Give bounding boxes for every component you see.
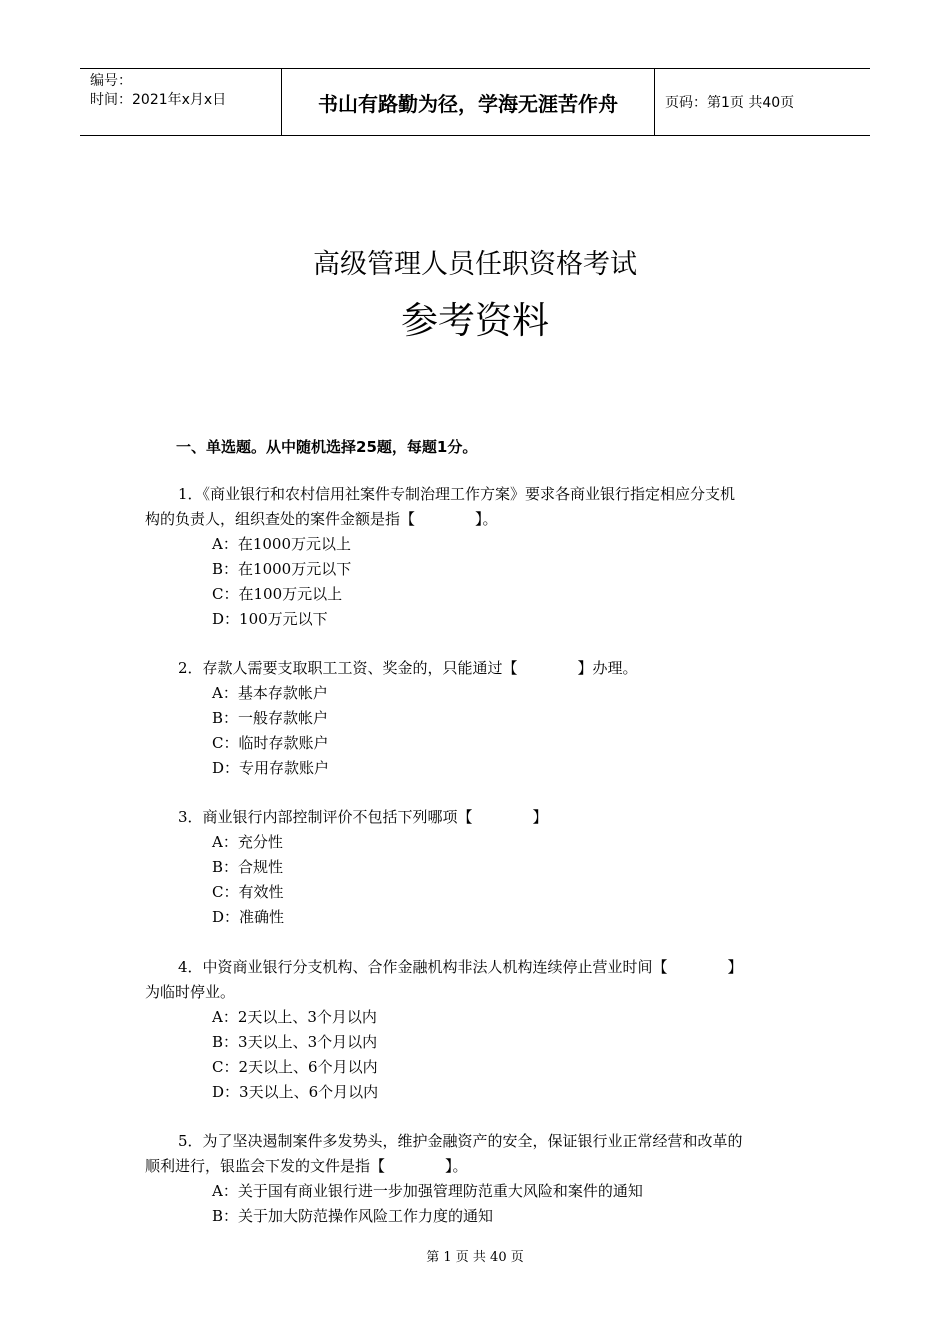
question-5	[145, 1129, 815, 1229]
question-2	[145, 656, 815, 781]
option-b: B：合规性	[212, 858, 284, 876]
page-header	[80, 68, 870, 136]
question-text-line: 顺利进行，银监会下发的文件是指【 】。	[145, 1157, 468, 1175]
option-d: D：100万元以下	[212, 610, 328, 628]
question-text-line: 4．中资商业银行分支机构、合作金融机构非法人机构连续停止营业时间【 】	[178, 958, 743, 976]
question-text-line: 为临时停业。	[145, 983, 236, 1001]
option-b: B：3天以上、3个月以内	[212, 1033, 378, 1051]
question-3	[145, 805, 815, 930]
option-c: C：2天以上、6个月以内	[212, 1058, 378, 1076]
question-text-line: 5．为了坚决遏制案件多发势头，维护金融资产的安全，保证银行业正常经营和改革的	[178, 1132, 743, 1150]
question-1	[145, 482, 815, 632]
section-heading: 一、单选题。从中随机选择25题，每题1分。	[176, 438, 478, 456]
option-c: C：临时存款账户	[212, 734, 329, 752]
option-a: A：充分性	[212, 833, 283, 851]
option-a: A：2天以上、3个月以内	[212, 1008, 377, 1026]
option-c: C：有效性	[212, 883, 284, 901]
document-title: 高级管理人员任职资格考试	[313, 249, 637, 280]
page-footer: 第 1 页 共 40 页	[426, 1250, 524, 1265]
question-text-line: 构的负责人，组织查处的案件金额是指【 】。	[145, 510, 498, 528]
option-a: A：在1000万元以上	[212, 535, 352, 553]
number-label: 编号：	[90, 73, 132, 89]
question-text-line: 2．存款人需要支取职工工资、奖金的，只能通过【 】办理。	[178, 659, 638, 677]
option-b: B：关于加大防范操作风险工作力度的通知	[212, 1207, 494, 1225]
option-a: A：关于国有商业银行进一步加强管理防范重大风险和案件的通知	[212, 1182, 643, 1200]
time-label: 时间：2021年x月x日	[90, 92, 227, 108]
header-page-info: 页码：第1页 共40页	[665, 95, 795, 111]
option-b: B：一般存款帐户	[212, 709, 329, 727]
header-meta	[80, 69, 282, 135]
option-a: A：基本存款帐户	[212, 684, 328, 702]
option-d: D：3天以上、6个月以内	[212, 1083, 379, 1101]
option-d: D：专用存款账户	[212, 759, 330, 777]
option-c: C：在100万元以上	[212, 585, 343, 603]
option-d: D：准确性	[212, 908, 285, 926]
question-text-line: 1．《商业银行和农村信用社案件专制治理工作方案》要求各商业银行指定相应分支机	[178, 485, 736, 503]
question-4	[145, 955, 815, 1105]
header-motto: 书山有路勤为径，学海无涯苦作舟	[282, 69, 655, 135]
document-subtitle: 参考资料	[401, 299, 549, 342]
question-text-line: 3．商业银行内部控制评价不包括下列哪项【 】	[178, 808, 548, 826]
option-b: B：在1000万元以下	[212, 560, 352, 578]
